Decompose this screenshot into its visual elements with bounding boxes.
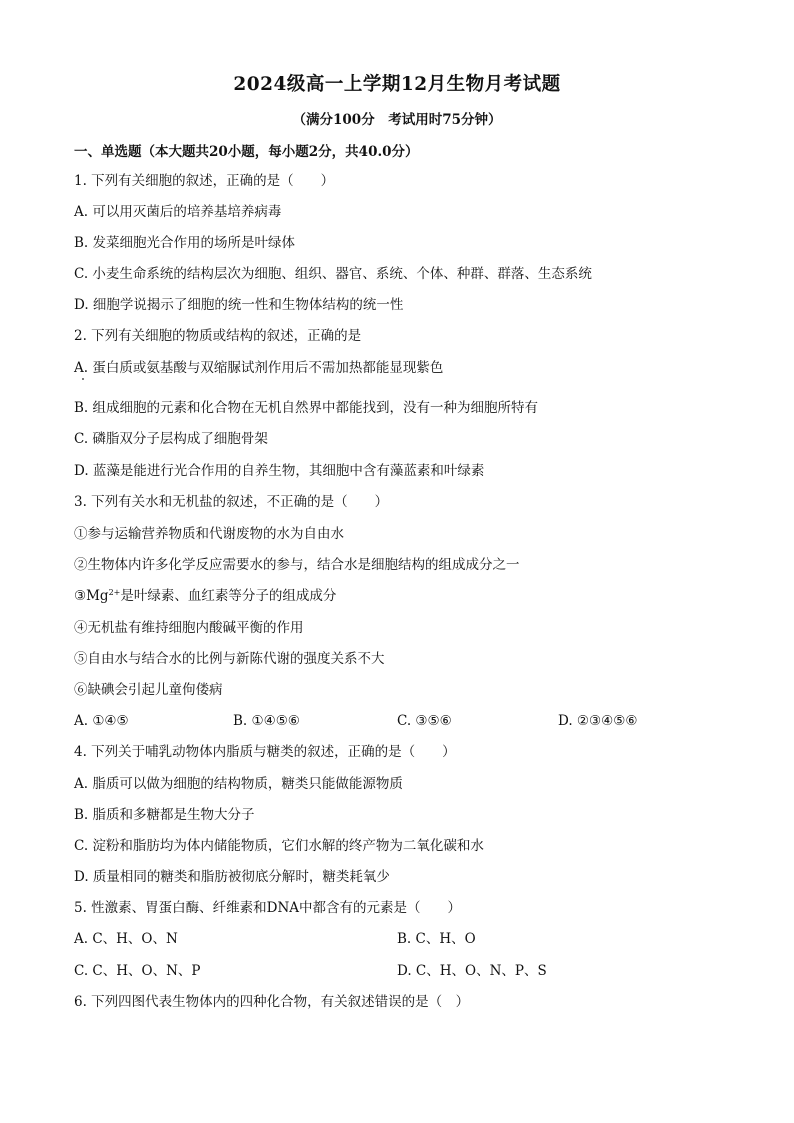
q2-option-a: A. 蛋白质或氨基酸与双缩脲试剂作用后不需加热都能显现紫色 [74,360,444,376]
q2-option-b: B. 组成细胞的元素和化合物在无机自然界中都能找到，没有一种为细胞所特有 [74,400,539,416]
q3-option-a: A. ①④⑤ [74,713,129,729]
q2-stem: 2. 下列有关细胞的物质或结构的叙述，正确的是 [74,328,362,344]
q3-option-b: B. ①④⑤⑥ [233,713,300,729]
q1-option-c: C. 小麦生命系统的结构层次为细胞、组织、器官、系统、个体、种群、群落、生态系统 [74,266,592,282]
q4-stem: 4. 下列关于哺乳动物体内脂质与糖类的叙述，正确的是（ ） [74,744,456,760]
q3-statement-5: ⑤自由水与结合水的比例与新陈代谢的强度关系不大 [74,651,385,667]
q5-option-b: B. C、H、O [397,931,476,947]
q5-stem: 5. 性激素、胃蛋白酶、纤维素和DNA中都含有的元素是（ ） [74,900,462,916]
section-header: 一、单选题（本大题共20小题，每小题2分，共40.0分） [74,144,419,160]
q3-statement-3 [74,587,336,605]
q1-option-b: B. 发菜细胞光合作用的场所是叶绿体 [74,235,296,251]
exam-subtitle: （满分100分 考试用时75分钟） [292,112,502,128]
q3-statement-6: ⑥缺碘会引起儿童佝偻病 [74,682,223,698]
q5-option-c: C. C、H、O、N、P [74,963,201,979]
q3-statement-4: ④无机盐有维持细胞内酸碱平衡的作用 [74,620,304,636]
q4-option-b: B. 脂质和多糖都是生物大分子 [74,807,255,823]
q3-stem: 3. 下列有关水和无机盐的叙述，不正确的是（ ） [74,494,389,510]
q5-option-a: A. C、H、O、N [74,931,178,947]
q2-option-d: D. 蓝藻是能进行光合作用的自养生物，其细胞中含有藻蓝素和叶绿素 [74,463,485,479]
q3-option-c: C. ③⑤⑥ [397,713,452,729]
q3-statement-3-sup: 2+ [108,588,121,597]
exam-title: 2024级高一上学期12月生物月考试题 [233,74,561,95]
q1-option-d: D. 细胞学说揭示了细胞的统一性和生物体结构的统一性 [74,297,404,313]
q5-option-d: D. C、H、O、N、P、S [397,963,547,979]
q3-option-d: D. ②③④⑤⑥ [558,713,638,729]
q1-option-a: A. 可以用灭菌后的培养基培养病毒 [74,204,282,220]
stray-dot [82,378,84,380]
q3-statement-2: ②生物体内许多化学反应需要水的参与，结合水是细胞结构的组成成分之一 [74,557,520,573]
q4-option-c: C. 淀粉和脂肪均为体内储能物质，它们水解的终产物为二氧化碳和水 [74,838,484,854]
q6-stem: 6. 下列四图代表生物体内的四种化合物，有关叙述错误的是（ ） [74,994,470,1010]
q4-option-a: A. 脂质可以做为细胞的结构物质，糖类只能做能源物质 [74,776,403,792]
q3-statement-1: ①参与运输营养物质和代谢废物的水为自由水 [74,526,344,542]
q4-option-d: D. 质量相同的糖类和脂肪被彻底分解时，糖类耗氧少 [74,869,390,885]
q3-statement-3-pre: ③Mg [74,588,109,604]
q1-stem: 1. 下列有关细胞的叙述，正确的是（ ） [74,173,335,189]
q2-option-c: C. 磷脂双分子层构成了细胞骨架 [74,431,268,447]
q3-statement-3-post: 是叶绿素、血红素等分子的组成成分 [120,588,337,604]
